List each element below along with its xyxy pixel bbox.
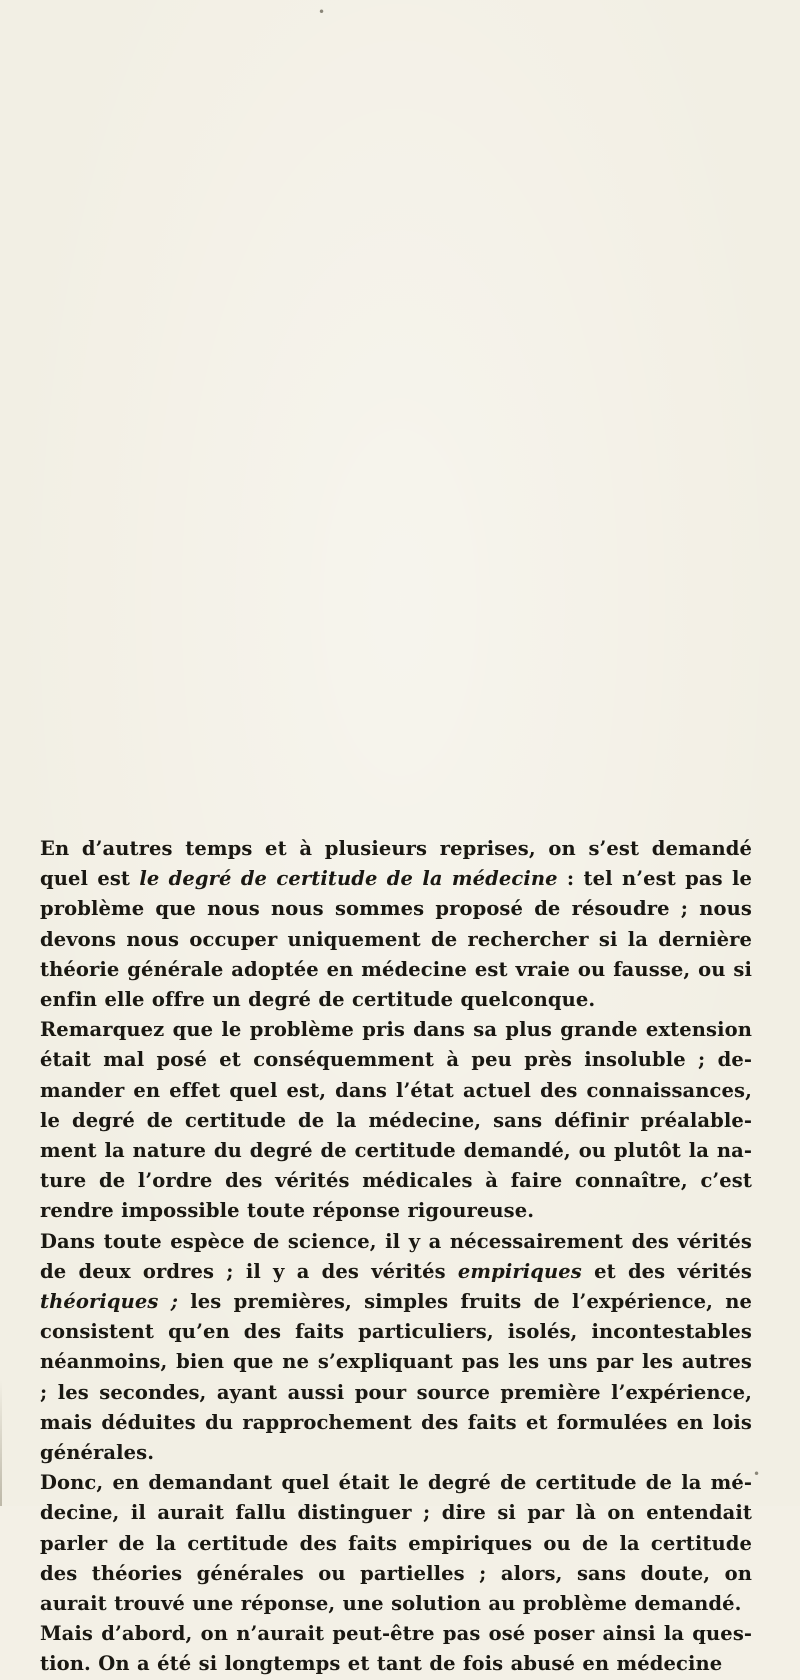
paragraph: Mais d’abord, on n’aurait peut-être pas osé poser ainsi la question. On a été si longtemps et tant de fois abusé en médecine [40, 1622, 752, 1676]
italic-word: empiriques [457, 1259, 582, 1283]
paragraph: En d’autres temps et à plusieurs reprises, on s’est demandé quel est le degré de certitude de la médecine : tel n’est pas le problème que nous nous sommes proposé de résoudre ; nous devons nous occuper uniquement de rechercher si la dernière théorie générale adoptée en médecine est vraie ou fausse, ou si enfin elle offre un degré de certitude quelconque. [40, 837, 752, 1012]
print-mark: • [753, 1467, 761, 1481]
paragraph: Dans toute espèce de science, il y a nécessairement des vérités de deux ordres ; il y a des vérités empiriques et des vérités théoriques ; les premières, simples fruits de l’expérience, ne consistent qu’en des faits particuliers, isolés, incontestables néanmoins, bien que ne s’expliquant pas les uns par les autres ; les secondes, ayant aussi pour source première l’expérience, mais déduites du rapprochement des faits et formulées en lois générales. [40, 1229, 752, 1465]
italic-phrase: le degré de certitude de la médecine [139, 867, 558, 891]
print-mark: • [318, 5, 326, 19]
body-text [40, 834, 752, 1680]
paragraph: Remarquez que le problème pris dans sa plus grande extension était mal posé et conséquemment à peu près insoluble ; demander en effet quel est, dans l’état actuel des connaissances, le degré de certitude de la médecine, sans définir préalablement la nature du degré de certitude demandé, ou plutôt la nature de l’ordre des vérités médicales à faire connaître, c’est rendre impossible toute réponse rigoureuse. [40, 1018, 752, 1223]
italic-word: théoriques ; [40, 1290, 179, 1314]
paragraph: Donc, en demandant quel était le degré de certitude de la médecine, il aurait fallu distinguer ; dire si par là on entendait parler de la certitude des faits empiriques ou de la certitude des théories générales ou partielles ; alors, sans doute, on aurait trouvé une réponse, une solution au problème demandé. [40, 1471, 752, 1616]
page-edge-shadow [0, 1380, 2, 1506]
